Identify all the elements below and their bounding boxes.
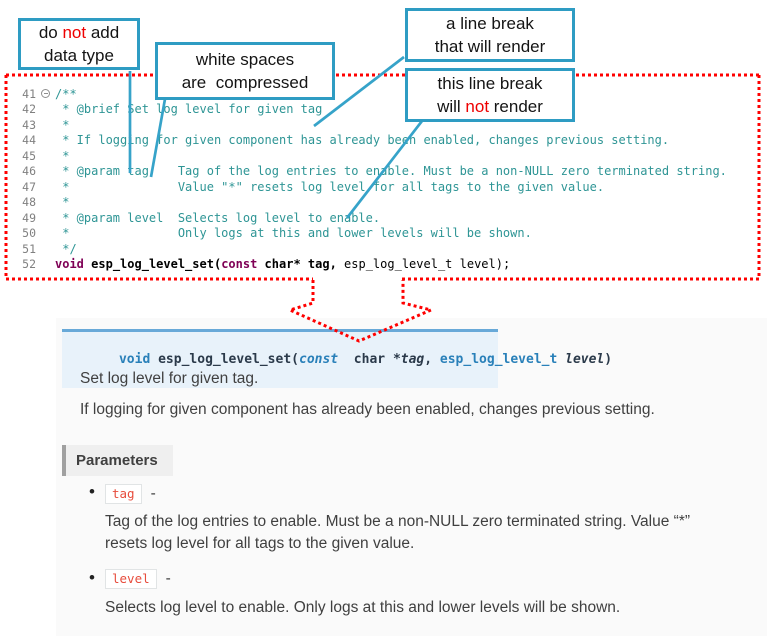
fold-margin <box>39 102 55 118</box>
code-content: * <box>55 148 70 163</box>
signature-part: const <box>299 352 339 367</box>
brief-description: Set log level for given tag. <box>80 370 259 387</box>
code-content: * <box>55 117 70 132</box>
fold-margin <box>39 148 55 164</box>
callout-do-not-add-data-type <box>18 18 140 70</box>
code-content: * Only logs at this and lower levels will be shown. <box>55 226 532 241</box>
line-number: 51 <box>22 241 36 256</box>
code-content: * @param tag Tag of the log entries to enable. Must be a non-NULL zero terminated string. <box>55 164 727 179</box>
signature-part: esp_log_level_set <box>158 352 292 367</box>
code-line <box>13 148 727 164</box>
signature-part: ) <box>604 352 613 367</box>
signature-part: , <box>424 352 440 367</box>
fold-margin <box>39 257 55 273</box>
code-line <box>13 86 727 102</box>
fold-margin <box>39 179 55 195</box>
callout-line: this line break <box>437 74 543 93</box>
code-content: * Value "*" resets log level for all tags to the given value. <box>55 179 605 194</box>
code-line <box>13 241 727 257</box>
param-description-line: Tag of the log entries to enable. Must be a non-NULL zero terminated string. Value “*” <box>105 513 691 530</box>
code-line <box>13 210 727 226</box>
code-line <box>13 102 727 118</box>
code-content: /** <box>55 86 77 101</box>
code-content <box>55 257 510 271</box>
code-token: esp_log_level_t level); <box>344 257 511 272</box>
param-description <box>105 511 690 554</box>
line-number: 47 <box>22 179 36 194</box>
code-content: * <box>55 195 70 210</box>
callout-text-red: not <box>465 97 490 116</box>
signature-part: level <box>565 352 605 367</box>
param-name-row <box>105 484 156 504</box>
code-token: char* tag <box>257 257 330 272</box>
fold-margin <box>39 241 55 257</box>
rendered-docs-panel <box>56 318 767 636</box>
callout-line: that will render <box>434 37 546 56</box>
code-content: * If logging for given component has already been enabled, changes previous setting. <box>55 133 670 148</box>
parameters-heading: Parameters <box>62 445 173 476</box>
callout-text: will <box>437 97 466 116</box>
code-token: void <box>55 257 84 272</box>
detailed-description: If logging for given component has already been enabled, changes previous setting. <box>80 401 655 418</box>
callout-text: add <box>86 23 120 42</box>
code-token: esp_log_level_set <box>91 257 214 272</box>
callout-line <box>39 21 119 44</box>
callout-line-break-not-render <box>405 68 575 122</box>
code-line <box>13 164 727 180</box>
fold-collapse-icon[interactable] <box>41 89 50 98</box>
line-number: 42 <box>22 102 36 117</box>
param-description <box>105 597 620 619</box>
code-content: */ <box>55 241 77 256</box>
bullet-icon: • <box>89 568 95 587</box>
line-number: 43 <box>22 117 36 132</box>
code-content: * @param level Selects log level to enable. <box>55 210 381 225</box>
fold-margin <box>39 226 55 242</box>
code-editor <box>13 86 727 272</box>
callout-text-red: not <box>62 23 87 42</box>
line-number: 46 <box>22 164 36 179</box>
param-name-chip: tag <box>105 484 142 504</box>
signature-part: ( <box>291 352 299 367</box>
signature-part: * <box>392 352 401 367</box>
line-number: 41 <box>22 86 36 101</box>
callout-text: render <box>489 97 543 116</box>
fold-margin <box>39 133 55 149</box>
param-description-line: Selects log level to enable. Only logs at this and lower levels will be shown. <box>105 599 621 616</box>
code-line <box>13 179 727 195</box>
code-line <box>13 226 727 242</box>
callout-line: data type <box>44 46 114 65</box>
param-name-row <box>105 569 171 589</box>
fold-margin <box>39 86 55 102</box>
fold-margin <box>39 117 55 133</box>
function-signature <box>119 352 612 367</box>
param-dash: - <box>165 570 171 587</box>
param-description-line: resets log level for all tags to the given value. <box>105 534 415 552</box>
signature-part: char <box>338 352 393 367</box>
code-line <box>13 133 727 149</box>
code-line <box>13 117 727 133</box>
param-dash: - <box>150 485 156 502</box>
line-number: 48 <box>22 195 36 210</box>
code-lines <box>13 86 727 272</box>
callout-line: a line break <box>446 14 534 33</box>
callout-line: are compressed <box>181 73 309 92</box>
callout-line: white spaces <box>195 50 295 69</box>
callout-line <box>437 95 543 118</box>
line-number: 45 <box>22 148 36 163</box>
code-line <box>13 257 727 273</box>
callout-whitespace-compressed <box>155 42 335 100</box>
code-token: ( <box>213 257 222 272</box>
code-token: const <box>221 257 258 272</box>
line-number: 49 <box>22 210 36 225</box>
callout-text: do <box>38 23 63 42</box>
signature-part: void <box>118 352 159 367</box>
fold-margin <box>39 164 55 180</box>
param-name-chip: level <box>105 569 157 589</box>
signature-part: tag <box>400 352 425 367</box>
code-line <box>13 195 727 211</box>
line-number: 50 <box>22 226 36 241</box>
line-number: 52 <box>22 257 36 272</box>
callout-line-break-renders <box>405 8 575 62</box>
line-number: 44 <box>22 133 36 148</box>
code-token: , <box>329 257 345 272</box>
bullet-icon: • <box>89 482 95 501</box>
fold-margin <box>39 195 55 211</box>
code-content: * @brief Set log level for given tag <box>55 102 323 117</box>
signature-part: esp_log_level_t <box>439 352 566 367</box>
fold-margin <box>39 210 55 226</box>
